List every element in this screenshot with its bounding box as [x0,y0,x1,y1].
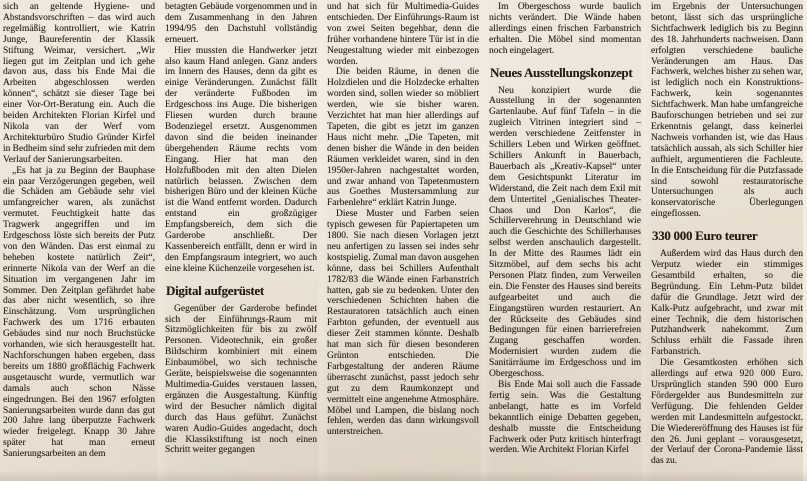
paragraph: im Ergebnis der Untersuchungen betont, lässt sich das ursprüngliche Sichtfachwerk lediglich bis zu Beginn des 18. Jahrhunderts nachweisen. Dann erfolgten verschiedene bauliche Veränderungen am Haus. Das Fachwerk, welches bisher zu sehen war, ist lediglich noch ein Konstruktions-Fachwerk, kein sogenanntes Sichtfachwerk. Man habe umfangreiche Bauforschungen betrieben und sei zur Erkenntnis gelangt, dass keinerlei Nachweis vorhanden ist, wie das Haus tatsächlich aussah, als sich Schiller hier aufhielt, argumentieren die Fachleute. In die Entscheidung für die Putzfassade sind sowohl restauratorische Untersuchungen als auch konservatorische Überlegungen eingeflossen. [651,2,803,220]
paragraph: betagten Gebäude vorgenommen und in dem Zusammenhang in den Jahren 1994/95 den Dachstuhl vollständig erneuert. [165,2,317,45]
article-column-4 [489,2,641,467]
paragraph: Diese Muster und Farben seien typisch gewesen für Papiertapeten um 1800. Sie nach diesen Vorlagen jetzt neu anfertigen zu lassen sei indes sehr kostspielig. Zumal man davon ausgehen könne, dass bei Schillers Aufenthalt 1782/83 die Wände einen Farbanstrich hatten, gab sie zu bedenken. Unter den verschiedenen Schichten haben die Restauratoren tatsächlich auch einen Farbton gefunden, der eventuell aus dieser Zeit stammen könnte. Deshalb hat man sich für diesen besonderen Grünton entschieden. Die Farbgestaltung der anderen Räume überrascht zunächst, passt jedoch sehr gut zu dem Raumkonzept und vermittelt eine angenehme Atmosphäre. Möbel und Lampen, die bislang noch fehlen, werden das dann wirkungsvoll unterstreichen. [327,209,479,438]
paragraph: Im Obergeschoss wurde baulich nichts verändert. Die Wände haben allerdings einen frischen Farbanstrich erhalten. Die Möbel sind momentan noch eingelagert. [489,2,641,56]
article-column-3 [327,2,479,467]
article-column-1 [3,2,155,467]
paragraph: Außerdem wird das Haus durch den Verputz wieder ein stimmiges Gesamtbild erhalten, so die Begründung. Ein Lehm-Putz bildet dafür die Grundlage. Jetzt wird der Kalk-Putz aufgebracht, und zwar mit einer Technik, die dem historischen Putzhandwerk nahekommt. Zum Schluss erhält die Fassade ihren Farbanstrich. [651,249,803,358]
paragraph: Die Gesamtkosten erhöhen sich allerdings auf etwa 920 000 Euro. Ursprünglich standen 590 000 Euro Fördergelder aus Bundesmitteln zur Verfügung. Die fehlenden Gelder werden mit Landesmitteln aufgestockt. Die Wiedereröffnung des Hauses ist für den 26. Juni geplant – vorausgesetzt, der Verlauf der Corona-Pandemie lässt das zu. [651,358,803,467]
paragraph: Die beiden Räume, in denen die Holzdielen und die Holzdecke erhalten worden sind, sollen wieder so möbliert werden, wie sie bisher waren. Verzichtet hat man hier allerdings auf Tapeten, die gibt es jetzt im ganzen Haus nicht mehr. „Die Tapeten, mit denen bisher die Wände in den beiden Räumen verkleidet waren, sind in den 1950er-Jahren nachgestaltet worden, und zwar anhand von Tapetenmustern aus Goethes Mustersammlung zur Farbenlehre“ erklärt Katrin Junge. [327,67,479,209]
article-column-2 [165,2,317,467]
article-column-5 [651,2,803,467]
paragraph: Bis Ende Mai soll auch die Fassade fertig sein. Was die Gestaltung anbelangt, hatte es im Vorfeld bekanntlich einige Debatten gegeben, deshalb musste die Entscheidung Fachwerk oder Putz kritisch hinterfragt werden. Wie Architekt Florian Kirfel [489,380,641,456]
subheading-digital-aufgeruestet: Digital aufgerüstet [166,282,264,298]
paragraph: „Es hat ja zu Beginn der Bauphase ein paar Verzögerungen gegeben, weil die Schäden am Gebäude sehr viel umfangreicher waren, als zunächst vermutet. Feuchtigkeit hatte das Tragwerk angegriffen und im Erdgeschoss löste sich bereits der Putz von den Wänden. Das erst einmal zu beheben kostete natürlich Zeit“, erinnerte Nikola van der Werf an die Situation im vergangenen Jahr im Sommer. Den Zeitplan gefährdet habe das aber nicht wesentlich, so ihre Einschätzung. Vom ursprünglichen Fachwerk des um 1716 erbauten Gebäudes sind nur noch Bruchstücke vorhanden, wie sich herausgestellt hat. Nachforschungen haben ergeben, dass bereits um 1880 großflächig Fachwerk ausgetauscht wurde, vermutlich war damals auch schon Nässe eingedrungen. Bei den 1967 erfolgten Sanierungsarbeiten wurde dann das gut 200 Jahre lang überputzte Fachwerk wieder freigelegt. Knapp 30 Jahre später hat man erneut Sanierungsarbeiten an dem [3,165,155,460]
paragraph: Gegenüber der Garderobe befindet sich der Einführungs-Raum mit Sitzmöglichkeiten für bis zu zwölf Personen. Videotechnik, ein großer Bildschirm kombiniert mit einem Einbaumöbel, wo sich technische Geräte, beispielsweise die sogenannten Multimedia-Guides verstauen lassen, ergänzen die Ausgestaltung. Künftig wird der Besucher nämlich digital durch das Haus geführt. Zunächst waren Audio-Guides angedacht, doch die Klassikstiftung ist noch einen Schritt weiter gegangen [165,303,317,456]
paragraph: Neu konzipiert wurde die Ausstellung in der sogenannten Gartenlaube. Auf fünf Tafeln – in die zugleich Vitrinen integriert sind – werden verschiedene Zeitfenster in Schillers Leben und Wirken geöffnet. Schillers Ankunft in Bauerbach, Bauerbach als „Kreativ-Kapsel“ unter dem Gesichtspunkt Literatur im Widerstand, die Zeit nach dem Exil mit dem Untertitel „Genialisches Theater-Chaos und Don Karlos“, die Schillerverehrung in Deutschland wie auch die Geschichte des Schillerhauses selbst werden anschaulich dargestellt. In der Mitte des Raumes lädt ein Sitzmöbel, auf dem sechs bis acht Personen Platz finden, zum Verweilen ein. Die Fenster des Hauses sind bereits aufgearbeitet und auch die Eingangstüren wurden restauriert. An der Rückseite des Gebäudes sind Bedingungen für einen barrierefreien Zugang geschaffen worden. Modernisiert wurden zudem die Sanitärräume im Erdgeschoss und im Obergeschoss. [489,85,641,380]
paragraph: sich an geltende Hygiene- und Abstandsvorschriften – das wird auch regelmäßig kontrolliert, wie Katrin Junge, Baureferentin der Klassik Stiftung Weimar, versichert. „Wir liegen gut im Zeitplan und ich gehe davon aus, dass bis Ende Mai die Arbeiten abgeschlossen werden können“, schätzt sie dieser Tage bei einer Vor-Ort-Beratung ein. Auch die beiden Architekten Florian Kirfel und Nikola van der Werf vom Architekturbüro Studio Gründer Kirfel in Bedheim sind sehr zufrieden mit dem Verlauf der Sanierungsarbeiten. [3,2,155,165]
subheading-330000-euro-teurer: 330 000 Euro teurer [652,228,758,244]
paragraph: und hat sich für Multimedia-Guides entschieden. Der Einführungs-Raum ist von zwei Seiten begehbar, denn die früher vorhandene hintere Tür ist in die Neugestaltung wieder mit einbezogen worden. [327,2,479,67]
subheading-neues-ausstellungskonzept: Neues Ausstellungskonzept [490,64,633,80]
paragraph: Hier mussten die Handwerker jetzt also kaum Hand anlegen. Ganz anders im Innern des Hauses, denn da gibt es einige Veränderungen. Zunächst fällt der veränderte Fußboden im Erdgeschoss ins Auge. Die bisherigen Fliesen wurden durch braune Bodenziegel ersetzt. Ausgenommen davon sind die beiden ineinander übergehenden Räume rechts vom Eingang. Hier hat man den Holzfußboden mit den alten Dielen natürlich belassen. Zwischen dem bisherigen Büro und der kleinen Küche ist die Wand entfernt worden. Dadurch entstand ein großzügiger Empfangsbereich, dem sich die Garderobe anschließt. Der Kassenbereich entfällt, denn er wird in den Empfangsraum integriert, wo auch eine kleine Küchenzeile vorgesehen ist. [165,45,317,274]
